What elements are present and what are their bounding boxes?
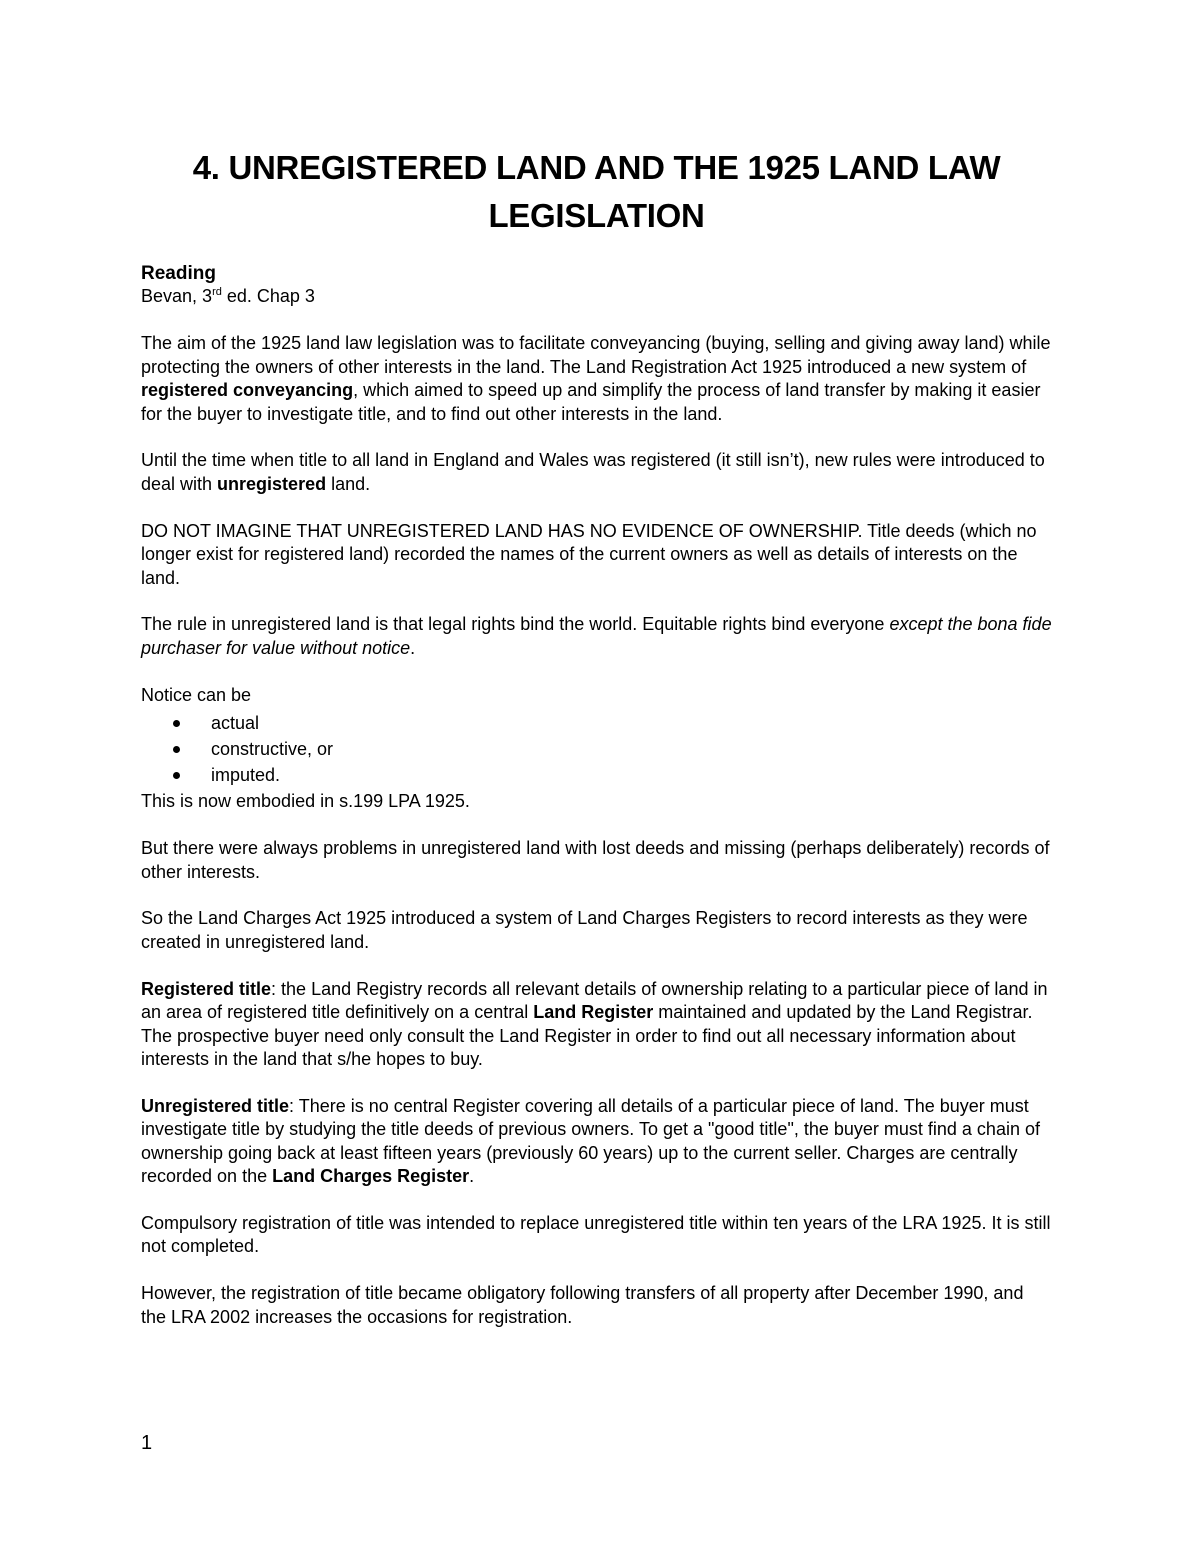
paragraph-land-charges: So the Land Charges Act 1925 introduced a system of Land Charges Registers to record interests as they were created in unregistered land. bbox=[141, 908, 1028, 952]
bullet-icon bbox=[173, 772, 180, 779]
reading-reference: Bevan, 3rd ed. Chap 3 bbox=[141, 286, 315, 307]
paragraph-until: Until the time when title to all land in England and Wales was registered (it still isn’t), new rules were introduced to deal with unregistered land. bbox=[141, 450, 1045, 494]
paragraph-registered-title: Registered title: the Land Registry records all relevant details of ownership relating to a particular piece of land in an area of registered title definitively on a central Land Register maintained and updated by the Land Registrar. The prospective buyer need only consult the Land Register in order to find out all necessary information about interests in the land that s/he hopes to buy. bbox=[141, 978, 1048, 1069]
paragraph-warning: DO NOT IMAGINE THAT UNREGISTERED LAND HAS NO EVIDENCE OF OWNERSHIP. Title deeds (which no longer exist for registered land) recorded the names of the current owners as well as details of interests on the land. bbox=[141, 520, 1037, 588]
reading-heading: Reading bbox=[141, 263, 216, 284]
document-body bbox=[141, 262, 1052, 1329]
paragraph-compulsory: Compulsory registration of title was intended to replace unregistered title within ten years of the LRA 1925. It is still not completed. bbox=[141, 1212, 1051, 1257]
list-item: constructive, or bbox=[141, 736, 1052, 762]
list-item: imputed. bbox=[141, 762, 1052, 788]
page-number: 1 bbox=[141, 1432, 153, 1454]
list-item: actual bbox=[141, 710, 1052, 736]
bullet-icon bbox=[173, 720, 180, 727]
bullet-icon bbox=[173, 746, 180, 753]
paragraph-rule: The rule in unregistered land is that legal rights bind the world. Equitable rights bind everyone except the bona fide purchaser for value without notice. bbox=[141, 614, 1052, 658]
notice-embodied: This is now embodied in s.199 LPA 1925. bbox=[141, 791, 470, 812]
paragraph-however: However, the registration of title became obligatory following transfers of all property after December 1990, and the LRA 2002 increases the occasions for registration. bbox=[141, 1283, 1024, 1327]
notice-intro: Notice can be bbox=[141, 684, 252, 705]
paragraph-problems: But there were always problems in unregistered land with lost deeds and missing (perhaps deliberately) records of other interests. bbox=[141, 838, 1050, 882]
notice-list bbox=[141, 710, 1052, 788]
paragraph-unregistered-title: Unregistered title: There is no central Register covering all details of a particular piece of land. The buyer must investigate title by studying the title deeds of previous owners. To get a "good title", the buyer must find a chain of ownership going back at least fifteen years (previously 60 years) up to the current seller. Charges are centrally recorded on the Land Charges Register. bbox=[141, 1095, 1040, 1187]
page-title: 4. UNREGISTERED LAND AND THE 1925 LAND LAW LEGISLATION bbox=[192, 149, 1001, 234]
paragraph-aim: The aim of the 1925 land law legislation was to facilitate conveyancing (buying, selling and giving away land) while protecting the owners of other interests in the land. The Land Registration Act 1925 introduced a new system of registered conveyancing, which aimed to speed up and simplify the process of land transfer by making it easier for the buyer to investigate title, and to find out other interests in the land. bbox=[141, 333, 1051, 424]
